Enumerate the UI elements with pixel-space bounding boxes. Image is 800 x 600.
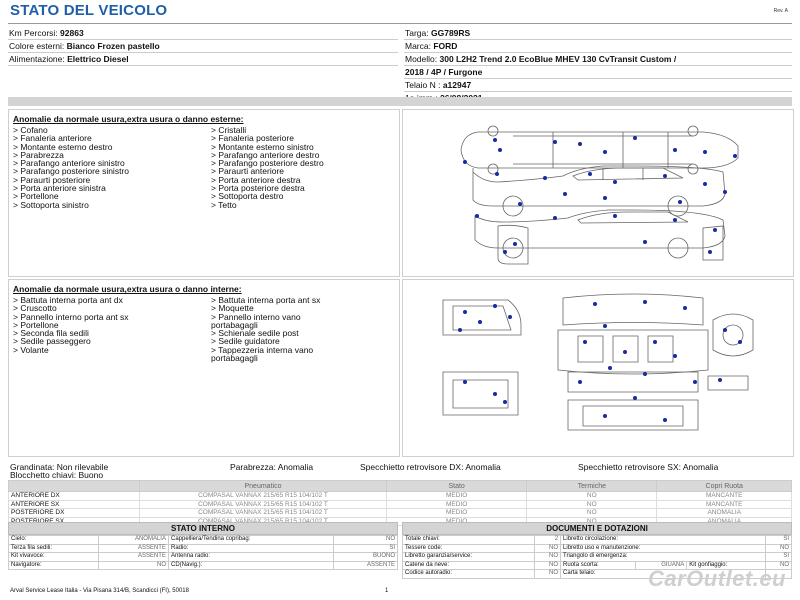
table-cell: COMPASAL VANNAX 215/65 R15 104/102 T — [139, 509, 386, 518]
damage-marker — [718, 378, 722, 382]
table-cell: Radio: — [168, 544, 333, 553]
table-cell: ANOMALIA — [98, 536, 168, 545]
table-cell: NO — [766, 561, 792, 570]
list-item: > Seconda fila sedili — [13, 328, 89, 339]
section-separator-bar — [8, 97, 792, 106]
damage-marker — [603, 324, 607, 328]
list-item: > Pannello interno porta ant sx — [13, 311, 129, 322]
stato-interno-table — [8, 535, 398, 570]
revision-label: Rev. A — [773, 8, 788, 14]
table-cell: NO — [766, 544, 792, 553]
damage-marker — [663, 174, 667, 178]
list-item: > Sedile passeggero — [13, 336, 91, 347]
table-cell: SI — [766, 536, 792, 545]
info-row-targa: Targa: GG789RS — [404, 27, 792, 40]
list-item: > Fanaleria posteriore — [211, 133, 294, 144]
page-number: 1 — [385, 588, 389, 594]
interior-damage-title: Anomalie da normale usura,extra usura o danno interne: — [13, 284, 242, 294]
table-cell: NO — [333, 536, 397, 545]
damage-marker — [693, 380, 697, 384]
list-item: > Sottoporta destro — [211, 191, 284, 202]
interior-list-col1 — [13, 296, 129, 354]
table-cell: COMPASAL VANNAX 215/65 R15 104/102 T — [139, 492, 386, 501]
column-header: Stato — [387, 481, 527, 492]
table-row — [403, 544, 792, 553]
list-item: > Volante — [13, 344, 49, 355]
damage-marker — [518, 202, 522, 206]
table-cell: GIUANA — [635, 561, 686, 570]
column-header: Copri Ruota — [657, 481, 792, 492]
damage-marker — [673, 218, 677, 222]
specchietto-dx-text: Specchietto retrovisore DX: Anomalia — [360, 462, 501, 472]
damage-marker — [603, 150, 607, 154]
table-row — [403, 553, 792, 562]
damage-marker — [563, 192, 567, 196]
table-cell: Libretto garanzia/service: — [403, 553, 535, 562]
table-row — [9, 544, 398, 553]
damage-marker — [653, 340, 657, 344]
damage-marker — [633, 396, 637, 400]
table-cell: Carta telaio: — [561, 570, 766, 579]
table-cell: Totale chiavi: — [403, 536, 535, 545]
list-item: > Tetto — [211, 199, 237, 210]
table-cell: MANCANTE — [657, 500, 792, 509]
table-cell: NO — [98, 561, 168, 570]
table-row — [9, 492, 792, 501]
list-item: > Cruscotto — [13, 303, 57, 314]
table-cell: NO — [535, 553, 561, 562]
table-cell: MANCANTE — [657, 492, 792, 501]
damage-marker — [738, 340, 742, 344]
list-item: > Cristalli — [211, 125, 247, 135]
damage-marker — [678, 200, 682, 204]
damage-marker — [643, 372, 647, 376]
table-cell: ASSENTE — [98, 553, 168, 562]
table-cell: Terza fila sedili: — [9, 544, 99, 553]
damage-marker — [593, 302, 597, 306]
list-item: > Fanaleria anteriore — [13, 133, 92, 144]
table-row — [9, 553, 398, 562]
list-item: > Montante esterno sinistro — [211, 141, 314, 152]
table-cell: POSTERIORE DX — [9, 509, 140, 518]
list-item: > Schienale sedile post — [211, 328, 299, 339]
column-header: Pneumatico — [139, 481, 386, 492]
exterior-damage-panel — [8, 109, 400, 277]
table-cell: NO — [527, 500, 657, 509]
table-cell: Tessere code: — [403, 544, 535, 553]
list-item: > Sedile guidatore — [211, 336, 280, 347]
damage-marker — [603, 414, 607, 418]
table-cell: ASSENTE — [98, 544, 168, 553]
damage-marker — [643, 240, 647, 244]
damage-marker — [643, 300, 647, 304]
parabrezza-text: Parabrezza: Anomalia — [230, 462, 314, 472]
damage-marker — [578, 142, 582, 146]
table-row — [9, 509, 792, 518]
table-cell: NO — [535, 570, 561, 579]
table-cell: 2 — [535, 536, 561, 545]
table-cell: Triangolo di emergenza: — [561, 553, 766, 562]
table-cell: Cappelliera/Tendina copribag: — [168, 536, 333, 545]
damage-marker — [463, 310, 467, 314]
damage-marker — [578, 380, 582, 384]
stato-interno-block — [8, 522, 398, 570]
table-cell: Ruota scorta: — [561, 561, 636, 570]
info-row-telaio: Telaio N : a12947 — [404, 79, 792, 92]
table-header-row — [9, 481, 792, 492]
exterior-list-col2 — [211, 126, 324, 209]
table-cell: NO — [527, 509, 657, 518]
interior-diagram-panel — [402, 279, 794, 457]
damage-marker — [673, 354, 677, 358]
damage-marker — [613, 214, 617, 218]
info-row-colore: Colore esterni: Bianco Frozen pastello — [8, 40, 398, 53]
column-header — [9, 481, 140, 492]
list-item: > Battuta interna porta ant sx — [211, 295, 321, 305]
list-item: > Sottoporta sinistro — [13, 199, 89, 210]
table-cell: Antenna radio: — [168, 553, 333, 562]
table-cell: MEDIO — [387, 492, 527, 501]
exterior-list-col1 — [13, 126, 129, 209]
damage-marker — [703, 182, 707, 186]
damage-marker — [708, 250, 712, 254]
damage-marker — [588, 172, 592, 176]
damage-marker — [703, 150, 707, 154]
watermark-logo: CarOutlet.eu — [647, 566, 786, 591]
table-row — [9, 500, 792, 509]
damage-marker — [478, 320, 482, 324]
list-item: > Portellone — [13, 319, 59, 330]
table-cell: CD(Navig.): — [168, 561, 333, 570]
info-row-modello-2: 2018 / 4P / Furgone — [404, 66, 792, 79]
vehicle-info-right — [404, 27, 792, 105]
table-cell: SI — [766, 553, 792, 562]
damage-marker — [673, 148, 677, 152]
interior-damage-panel — [8, 279, 400, 457]
damage-marker — [553, 140, 557, 144]
damage-marker — [463, 160, 467, 164]
damage-marker — [493, 138, 497, 142]
list-item: portabagagli — [211, 319, 258, 330]
table-cell: MEDIO — [387, 500, 527, 509]
damage-marker — [663, 418, 667, 422]
table-cell: Cielo: — [9, 536, 99, 545]
table-cell: Catene da neve: — [403, 561, 535, 570]
damage-marker — [713, 228, 717, 232]
list-item: > Parabrezza — [13, 149, 64, 160]
grandinata-text: Grandinata: Non rilevabile — [10, 462, 109, 472]
table-cell: Kit gonfiaggio: — [687, 561, 766, 570]
list-item: > Porta posteriore destra — [211, 183, 305, 194]
stato-interno-title: STATO INTERNO — [8, 522, 398, 535]
list-item: > Parafango posteriore destro — [211, 158, 324, 169]
list-item: > Battuta interna porta ant dx — [13, 295, 123, 305]
tyres-table — [8, 480, 792, 526]
damage-marker — [553, 216, 557, 220]
damage-marker — [463, 380, 467, 384]
table-cell: ANTERIORE DX — [9, 492, 140, 501]
table-cell: SI — [333, 544, 397, 553]
damage-marker — [583, 340, 587, 344]
table-cell: NO — [527, 492, 657, 501]
table-cell: Libretto uso e manutenzione: — [561, 544, 766, 553]
vehicle-info-left — [8, 27, 398, 66]
list-item: portabagagli — [211, 353, 258, 364]
list-item: > Paraurti anteriore — [211, 166, 284, 177]
table-cell: NO — [535, 544, 561, 553]
list-item: > Portellone — [13, 191, 59, 202]
list-item: > Cofano — [13, 125, 48, 135]
list-item: > Parafango posteriore sinistro — [13, 166, 129, 177]
damage-marker — [513, 242, 517, 246]
damage-marker — [603, 196, 607, 200]
list-item: > Parafango anteriore destro — [211, 149, 320, 160]
damage-marker — [608, 366, 612, 370]
specchietto-sx-text: Specchietto retrovisore SX: Anomalia — [578, 462, 719, 472]
damage-marker — [543, 176, 547, 180]
table-cell: ANOMALIA — [657, 509, 792, 518]
damage-marker — [503, 250, 507, 254]
column-header: Termiche — [527, 481, 657, 492]
damage-marker — [458, 328, 462, 332]
blocchetto-text: Blocchetto chiavi: Buono — [10, 470, 104, 480]
page-title: STATO DEL VEICOLO — [10, 2, 168, 19]
list-item: > Moquette — [211, 303, 254, 314]
table-row — [403, 536, 792, 545]
table-cell: Navigatore: — [9, 561, 99, 570]
table-cell: Kit vivavoce: — [9, 553, 99, 562]
damage-marker — [503, 400, 507, 404]
table-cell: NO — [535, 561, 561, 570]
damage-marker — [508, 315, 512, 319]
damage-marker — [498, 148, 502, 152]
info-row-modello: Modello: 300 L2H2 Trend 2.0 EcoBlue MHEV 130 CvTransit Custom / — [404, 53, 792, 66]
damage-marker — [733, 154, 737, 158]
documenti-title: DOCUMENTI E DOTAZIONI — [402, 522, 792, 535]
damage-marker — [683, 306, 687, 310]
damage-marker — [613, 180, 617, 184]
damage-marker — [633, 136, 637, 140]
list-item: > Parafango anteriore sinistro — [13, 158, 125, 169]
list-item: > Paraurti posteriore — [13, 174, 91, 185]
table-cell: COMPASAL VANNAX 215/65 R15 104/102 T — [139, 500, 386, 509]
damage-marker — [723, 190, 727, 194]
info-row-alimentazione: Alimentazione: Elettrico Diesel — [8, 53, 398, 66]
info-row-km: Km Percorsi: 92863 — [8, 27, 398, 40]
damage-marker — [495, 172, 499, 176]
interior-vehicle-diagram — [403, 280, 793, 456]
list-item: > Tappezzeria interna vano — [211, 344, 314, 355]
damage-marker — [623, 350, 627, 354]
list-item: > Pannello interno vano — [211, 311, 301, 322]
table-cell: Libretto circolazione: — [561, 536, 766, 545]
exterior-damage-title: Anomalie da normale usura,extra usura o danno esterne: — [13, 114, 244, 124]
table-cell: ASSENTE — [333, 561, 397, 570]
table-row — [9, 561, 398, 570]
damage-marker — [493, 392, 497, 396]
list-item: > Porta anteriore destra — [211, 174, 301, 185]
list-item: > Montante esterno destro — [13, 141, 113, 152]
damage-marker — [475, 214, 479, 218]
table-row — [9, 536, 398, 545]
info-row-marca: Marca: FORD — [404, 40, 792, 53]
table-cell: ANTERIORE SX — [9, 500, 140, 509]
damage-marker — [723, 328, 727, 332]
footer-address: Arval Service Lease Italia - Via Pisana 314/B, Scandicci (FI), 50018 — [10, 588, 189, 594]
exterior-vehicle-diagram — [403, 110, 793, 276]
exterior-diagram-panel — [402, 109, 794, 277]
table-cell: Codice autoradio: — [403, 570, 535, 579]
damage-marker — [493, 304, 497, 308]
table-cell: MEDIO — [387, 509, 527, 518]
table-cell: BUONO — [333, 553, 397, 562]
interior-list-col2 — [211, 296, 320, 362]
list-item: > Porta anteriore sinistra — [13, 183, 106, 194]
